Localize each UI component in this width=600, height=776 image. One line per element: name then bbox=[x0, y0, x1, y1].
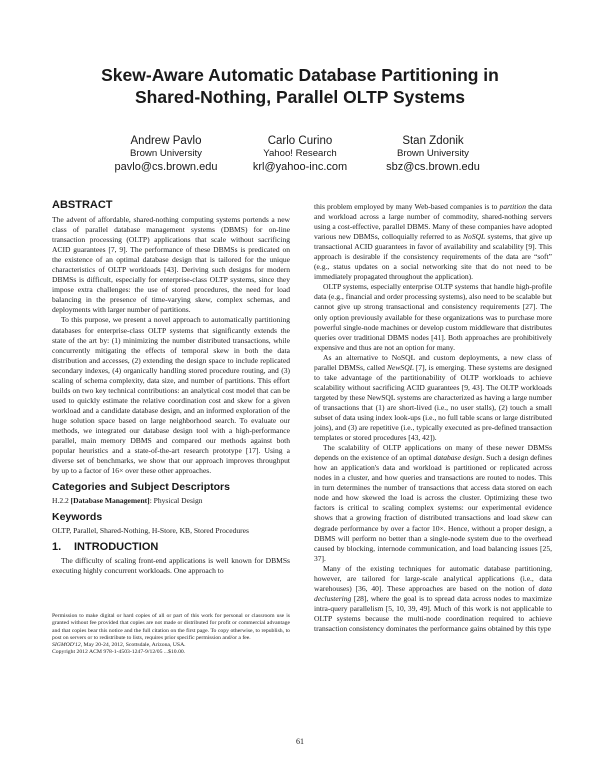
right-column bbox=[314, 202, 552, 634]
categories-heading: Categories and Subject Descriptors bbox=[52, 481, 230, 494]
left-column bbox=[52, 198, 290, 576]
text-run: this problem employed by many Web-based companies is to bbox=[314, 202, 500, 211]
permission-notice bbox=[52, 613, 290, 657]
emphasis-partition: partition bbox=[499, 202, 526, 211]
author-name: Carlo Curino bbox=[267, 135, 333, 147]
author-affiliation: Brown University bbox=[130, 148, 202, 159]
right-paragraph-4 bbox=[314, 443, 552, 564]
author-block-3 bbox=[348, 134, 518, 174]
title-line-2: Shared-Nothing, Parallel OLTP Systems bbox=[135, 87, 465, 107]
paper-title bbox=[40, 64, 560, 108]
text-run: systems, that give up transactional ACID guarantees in favor of availability and scalability [9]. This approach is desirable if the consistency requirements of the data are “soft” (e.g., status updates on a social networking site that do not need to be immediately propagated throughout the application). bbox=[314, 232, 552, 282]
emphasis-newsql: NewSQL bbox=[387, 362, 414, 372]
author-name: Stan Zdonik bbox=[402, 135, 464, 147]
categories-text bbox=[52, 496, 290, 506]
emphasis-nosql: NoSQL bbox=[463, 232, 486, 242]
section-heading-introduction bbox=[52, 540, 290, 554]
text-run: As an alternative to NoSQL and custom deployments, a new class of parallel DBMSs, called bbox=[314, 352, 552, 372]
author-affiliation: Yahoo! Research bbox=[263, 148, 337, 159]
right-paragraph-5 bbox=[314, 564, 552, 634]
right-paragraph-2: OLTP systems, especially enterprise OLTP systems that handle high-profile data (e.g., financial and order processing systems), also need to be scalable but cannot give up strong transactional and consistency requirements [27]. The only option previously available for these organizations was to purchase more powerful single-node machines or develop custom middleware that distributes queries over traditional DBMS nodes [41]. Both approaches are prohibitively expensive and thus are not an option for many. bbox=[314, 282, 552, 352]
emphasis-data-declustering: data declustering bbox=[314, 583, 552, 603]
title-line-1: Skew-Aware Automatic Database Partitioning in bbox=[101, 65, 499, 85]
author-name: Andrew Pavlo bbox=[130, 135, 202, 147]
right-paragraph-3 bbox=[314, 353, 552, 443]
text-run: the data and workload across a large number of commodity, shared-nothing servers using a cost-effective, parallel DBMS. Many of these companies have adopted various new DBMSs, colloquially referred to as bbox=[314, 202, 552, 242]
text-run: [7], is emerging. These systems are designed to take advantage of the partitionability of OLTP workloads to achieve scalability without sacrificing ACID guarantees [9, 43]. The OLTP workloads targeted by these NewSQL systems are characterized as having a large number of transactions that (1) are short-lived (i.e., no user stalls), (2) touch a small subset of data using index look-ups (i.e., no full table scans or large distributed joins), and (3) are repetitive (i.e., typically executed as pre-defined transaction templates or stored procedures [43, 42]). bbox=[314, 362, 552, 443]
category-code: H.2.2 bbox=[52, 496, 71, 506]
category-name: [Database Management] bbox=[70, 496, 150, 506]
intro-paragraph-1: The difficulty of scaling front-end applications is well known for DBMSs executing highly concurrent workloads. One approach to bbox=[52, 556, 290, 576]
abstract-paragraph-1: The advent of affordable, shared-nothing computing systems portends a new class of parallel database management systems (DBMS) for on-line transaction processing (OLTP) applications that scale without sacrificing ACID guarantees [7, 9]. The performance of these DBMSs is predicated on the existence of an optimal database design that is tailored for the unique characteristics of OLTP workloads [43]. Deriving such designs for modern DBMSs is difficult, especially for enterprise-class OLTP systems, since they impose extra challenges: the use of stored procedures, the need for load balancing in the presence of time-varying skew, complex schemas, and deployments with larger number of partitions. bbox=[52, 215, 290, 315]
keywords-text: OLTP, Parallel, Shared-Nothing, H-Store, KB, Stored Procedures bbox=[52, 526, 249, 536]
text-run: [28], where the goal is to spread data across nodes to maximize intra-query parallelism [5, 10, 39, 49]. Much of this work is not applicable to OLTP systems because the multi-node coordination required to achieve transaction consistency dominates the performance gains obtained by this type bbox=[314, 593, 552, 633]
abstract-heading: ABSTRACT bbox=[52, 199, 113, 211]
text-run: . Such a design defines how an application's data and workload is partitioned or replicated across nodes in a cluster, and how queries and transactions are routed to nodes. This in turn determines the number of transactions that access data stored on each node and how skewed the load is across the cluster. Optimizing these two factors is critical to scaling complex systems: our experimental evidence shows that a growing fraction of distributed transactions and load skew can degrade performance by over a factor 10×. Hence, without a proper design, a DBMS will perform no better than a single-node system due to the overhead caused by blocking, internode communication, and load balancing issues [25, 37]. bbox=[314, 453, 553, 563]
abstract-paragraph-2: To this purpose, we present a novel approach to automatically partitioning databases for enterprise-class OLTP systems that significantly extends the state of the art by: (1) minimizing the number distributed transactions, while concurrently mitigating the effects of temporal skew in both the data distribution and accesses, (2) extending the design space to include replicated secondary indexes, (4) organically handling stored procedure routing, and (3) scaling of schema complexity, data size, and number of partitions. This effort builds on two key technical contributions: an analytical cost model that can be used to quickly estimate the relative coordination cost and skew for a given workload and a candidate database design, and an informed exploration of the huge solution space based on large neighborhood search. To evaluate our methods, we integrated our database design tool with a high-performance parallel, main memory DBMS and compared our methods against both popular heuristics and a state-of-the-art research prototype [17]. Using a diverse set of benchmarks, we show that our approach improves throughput by up to a factor of 16× over these other approaches. bbox=[52, 315, 290, 476]
text-run: Many of the existing techniques for automatic database partitioning, however, are tailored for large-scale analytical applications (i.e., data warehouses) [36, 40]. These approaches are based on the notion of bbox=[314, 563, 552, 593]
text-run: The scalability of OLTP applications on many of these newer DBMSs depends on the existence of an optimal bbox=[314, 443, 552, 463]
author-email: pavlo@cs.brown.edu bbox=[114, 161, 218, 173]
venue-name: SIGMOD'12, bbox=[52, 642, 83, 649]
section-number: 1. bbox=[52, 541, 62, 554]
category-subject: : Physical Design bbox=[149, 496, 203, 506]
author-affiliation: Brown University bbox=[397, 148, 469, 159]
author-email: sbz@cs.brown.edu bbox=[386, 161, 480, 173]
permission-text: Permission to make digital or hard copies of all or part of this work for personal or classroom use is granted without fee provided that copies are not made or distributed for profit or commercial advantage and that copies bear this notice and the full citation on the first page. To copy otherwise, to republish, to post on servers or to redistribute to lists, requires prior specific permission and/or a fee. bbox=[52, 613, 290, 641]
right-paragraph-1 bbox=[314, 202, 552, 282]
section-title: INTRODUCTION bbox=[74, 541, 159, 554]
keywords-heading: Keywords bbox=[52, 511, 103, 524]
copyright-line: Copyright 2012 ACM 978-1-4503-1247-9/12/05 ...$10.00. bbox=[52, 649, 186, 656]
page-number: 61 bbox=[296, 737, 304, 746]
author-email: krl@yahoo-inc.com bbox=[252, 161, 348, 173]
emphasis-database-design: database design bbox=[433, 453, 483, 463]
venue-details: May 20-24, 2012, Scottsdale, Arizona, USA. bbox=[82, 642, 186, 649]
